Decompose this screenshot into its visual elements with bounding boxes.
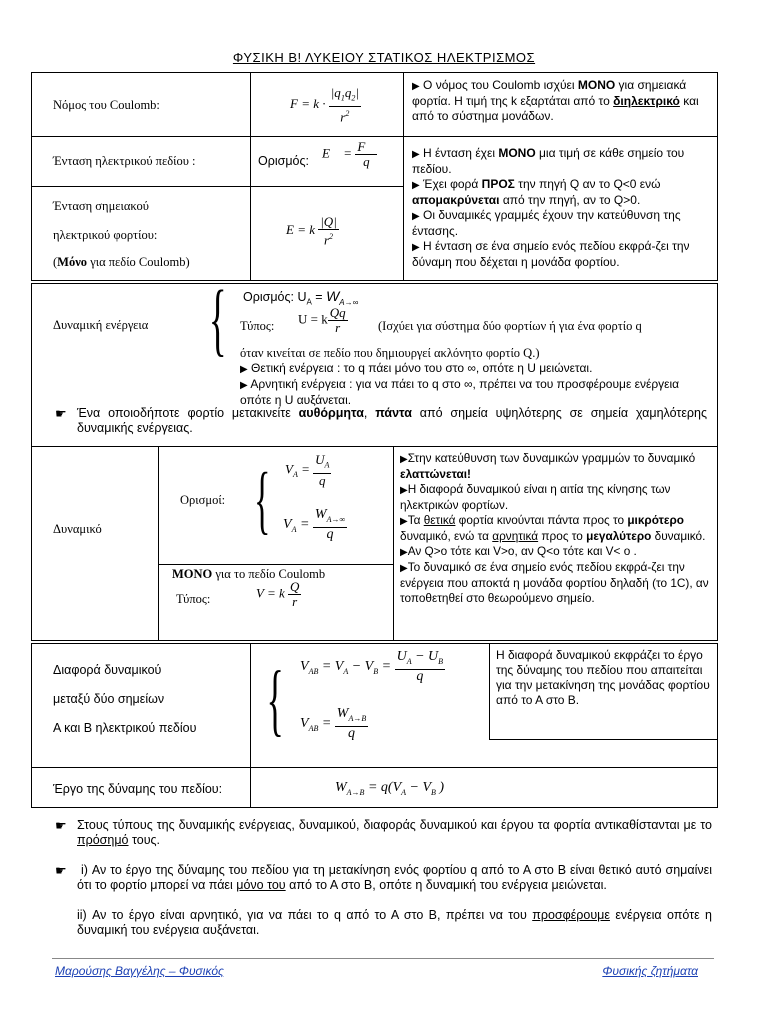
field-formula: E⃗ = $\frac{F⃗}{q}$ (322, 139, 376, 169)
pe-valid-note: (Ισχύει για σύστημα δύο φορτίων ή για ένα φορτίο q (378, 319, 642, 333)
coulomb-label: Νόμος του Coulomb: (53, 98, 160, 112)
coulomb-formula: F = k · $\frac{|q_1q_2|}{r^2}$ (290, 85, 359, 124)
field-label: Ένταση ηλεκτρικού πεδίου : (53, 154, 196, 168)
potential-label: Δυναμικό (53, 522, 102, 536)
bullet-icon: ☛ (55, 406, 67, 421)
difference-formula-1: $V_{AB} = V_A - V_B$ = $\frac{U_A - U_B}{q}$ (300, 649, 444, 684)
pe-valid-note-2: όταν κινείται σε πεδίο που δημιουργεί ακλόνητο φορτίο Q.) (240, 346, 540, 360)
potential-defs-label: Ορισμοί: (180, 493, 226, 507)
potential-def-1: $V_A$ = $\frac{U_A}{q}$ (285, 452, 330, 488)
footer-author-link[interactable]: Μαρούσης Βαγγέλης – Φυσικός (55, 964, 224, 978)
page-title: ΦΥΣΙΚΗ Β! ΛΥΚΕΙΟΥ ΣΤΑΤΙΚΟΣ ΗΛΕΚΤΡΙΣΜΟΣ (232, 50, 536, 65)
potential-type: Τύπος: (176, 592, 211, 606)
potential-mono: ΜΟΝΟ για το πεδίο Coulomb (172, 567, 326, 581)
difference-label-3: Α και Β ηλεκτρικού πεδίου (53, 721, 197, 735)
point-field-label-2: ηλεκτρικού φορτίου: (53, 228, 158, 242)
difference-label-1: Διαφορά δυναμικού (53, 663, 162, 677)
remark-1: Στους τύπους της δυναμικής ενέργειας, δυναμικού, διαφοράς δυναμικού και έργου τα φορτία αντικαθίστανται με το πρόσημό τους. (77, 818, 712, 847)
difference-formula-2: $V_{AB}$ = $\frac{W_{A\to B}}{q}$ (300, 706, 367, 741)
potential-notes: ▶Στην κατεύθυνση των δυναμικών γραμμών το δυναμικό ελαττώνεται! ▶Η διαφορά δυναμικού είναι η αιτία της κίνησης των ηλεκτρικών φορτίων. ▶Τα θετικά φορτία κινούνται πάντα προς το μικρότερο δυναμικό, ενώ τα αρνητικά προς το μεγαλύτερο δυναμικό. ▶Αν Q>o τότε και V>o, αν Q<o τότε και V< o . ▶Το δυναμικό σε ένα σημείο ενός πεδίου εκφρά-ζει την ενέργεια που αποκτά η μονάδα φορτίου δηλαδή (το 1C), αν τοποθετηθεί στο θεωρούμενο σημείο. (400, 451, 709, 605)
potential-coulomb-formula: V = k $\frac{Q}{r}$ (256, 579, 300, 609)
pe-remark: Ένα οποιοδήποτε φορτίο μετακινείτε αυθόρμητα, πάντα από σημεία υψηλότερης σε σημεία χαμηλότερης δυναμικής ενέργειας. (77, 406, 707, 435)
work-label: Έργο της δύναμης του πεδίου: (53, 782, 223, 796)
field-notes: ▶ Η ένταση έχει ΜΟΝΟ μια τιμή σε κάθε σημείο του πεδίου. ▶ Έχει φορά ΠΡΟΣ την πηγή Q αν το Q<0 ενώ απομακρύνεται από την πηγή, αν το Q>0. ▶ Οι δυναμικές γραμμές έχουν την κατεύθυνση της έντασης. ▶ Η ένταση σε ένα σημείο ενός πεδίου εκφρά-ζει την δύναμη που δέχεται η μονάδα φορτίου. (412, 146, 690, 269)
pe-type: Τύπος: (240, 319, 275, 333)
bullet-icon: ☛ (55, 818, 67, 833)
point-field-label-3: (Μόνο για πεδίο Coulomb) (53, 255, 190, 269)
brace-icon: { (266, 656, 284, 744)
footer-site-link[interactable]: Φυσικής ζητήματα (602, 964, 698, 978)
brace-icon: { (254, 458, 271, 542)
field-def-label: Ορισμός: (258, 154, 309, 168)
point-field-formula: E = k $\frac{|Q|}{r^2}$ (286, 214, 337, 248)
potential-energy-label: Δυναμική ενέργεια (53, 318, 149, 332)
potential-def-2: $V_A$ = $\frac{W_{A\to\infty}}{q}$ (283, 507, 346, 542)
brace-icon: { (208, 273, 227, 364)
pe-def: Ορισμός: $U_A = W_{A\to\infty}$ (243, 288, 359, 307)
pe-formula: U = k $\frac{Qq}{r}$ (298, 305, 346, 335)
coulomb-note: ▶ Ο νόμος του Coulomb ισχύει ΜΟΝΟ για σημειακά φορτία. Η τιμή της k εξαρτάται από το διηλεκτρικό και από το σύστημα μονάδων. (412, 78, 699, 123)
difference-note: Η διαφορά δυναμικού εκφράζει το έργο της δύναμης του πεδίου που απαιτείται για την μετακίνηση της μονάδας φορτίου από το Α στο Β. (496, 648, 710, 707)
pe-sign-notes: ▶ Θετική ενέργεια : το q πάει μόνο του στο ∞, οπότε η U μειώνεται. ▶ Αρνητική ενέργεια : για να πάει το q στο ∞, πρέπει να του προσφέρουμε ενέργεια οπότε η U αυξάνεται. (240, 361, 680, 407)
difference-label-2: μεταξύ δύο σημείων (53, 692, 165, 706)
remark-3: ii) Αν το έργο είναι αρνητικό, για να πάει το q από το Α στο Β, πρέπει να του προσφέρουμε ενέργεια οπότε η δυναμική του ενέργεια αυξάνεται. (77, 908, 712, 937)
bullet-icon: ☛ (55, 863, 67, 878)
remark-2: i) Αν το έργο της δύναμης του πεδίου για τη μετακίνηση ενός φορτίου q από το Α στο Β είναι θετικό αυτό σημαίνει ότι το φορτίο μπορεί να πάει μόνο του από το Α στο Β, οπότε η δυναμική του ενέργεια μειώνεται. (77, 863, 712, 892)
point-field-label-1: Ένταση σημειακού (53, 199, 149, 213)
work-formula: $W_{A\to B} = q(V_A - V_B$ ) (335, 780, 445, 797)
